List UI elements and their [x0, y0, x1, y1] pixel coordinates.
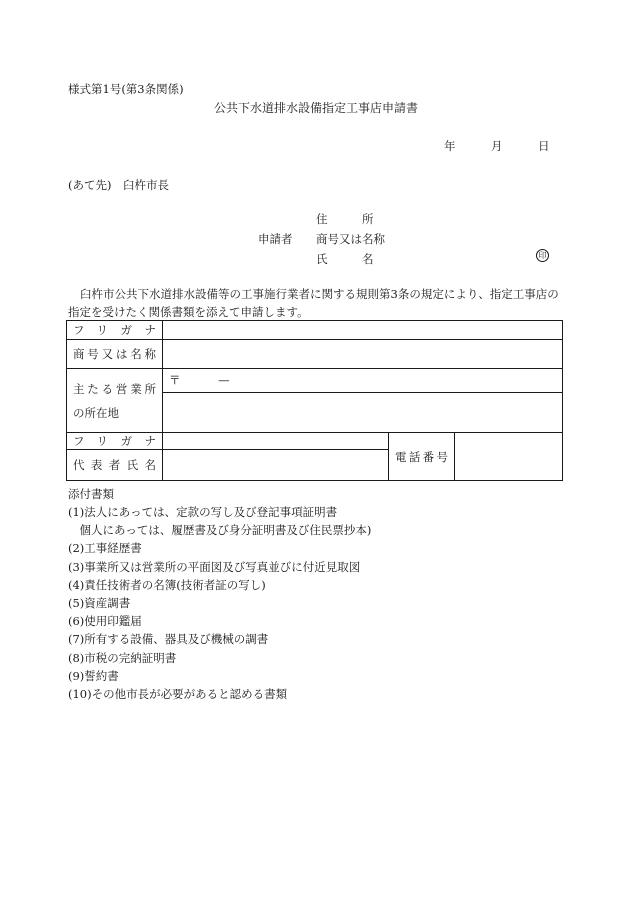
attachment-item: (3)事業所又は営業所の平面図及び写真並びに付近見取図	[68, 559, 361, 574]
applicant-trade-name-label: 商号又は名称	[316, 232, 385, 246]
applicant-label: 申請者	[258, 232, 293, 246]
rep-furigana-label: フリガナ	[73, 434, 156, 448]
applicant-name-label: 氏 名	[316, 252, 374, 266]
attachment-item: (9)誓約書	[68, 668, 119, 683]
day-label: 日	[538, 139, 550, 153]
rep-name-label-cell	[67, 450, 163, 481]
form-number: 様式第1号(第3条関係)	[68, 82, 184, 96]
attachments-list	[68, 503, 371, 703]
rep-furigana-label-cell	[67, 433, 163, 450]
postal-code-input[interactable]	[163, 369, 563, 393]
attachment-item: (7)所有する設備、器具及び機械の調書	[68, 632, 269, 647]
rep-name-input[interactable]	[163, 450, 389, 481]
furigana-input[interactable]	[163, 321, 563, 340]
attachments-title: 添付書類	[68, 487, 114, 501]
rep-furigana-input[interactable]	[163, 433, 389, 450]
document-title: 公共下水道排水設備指定工事店申請書	[214, 101, 419, 115]
attachment-item: (2)工事経歴書	[68, 541, 142, 556]
trade-name-label-cell	[67, 340, 163, 369]
attachment-item: (8)市税の完納証明書	[68, 650, 177, 665]
phone-label-cell	[389, 433, 455, 481]
office-address-input[interactable]	[163, 393, 563, 433]
office-label-line2: の所在地	[73, 405, 119, 420]
applicant-address-label: 住 所	[316, 212, 374, 226]
postal-mark: 〒	[169, 373, 181, 387]
rep-name-label: 代表者氏名	[73, 458, 156, 472]
attachment-item: (4)責任技術者の名簿(技術者証の写し)	[68, 577, 266, 592]
furigana-label-cell	[67, 321, 163, 340]
year-label: 年	[444, 139, 456, 153]
attachment-item: (6)使用印鑑届	[68, 614, 142, 629]
phone-input[interactable]	[455, 433, 563, 481]
furigana-label: フリガナ	[73, 323, 156, 337]
attachment-item: (5)資産調書	[68, 595, 131, 610]
trade-name-input[interactable]	[163, 340, 563, 369]
trade-name-label: 商号又は名称	[73, 347, 156, 361]
seal-mark: 印	[536, 249, 549, 262]
attachment-item: (1)法人にあっては、定款の写し及び登記事項証明書	[68, 505, 338, 519]
month-label: 月	[491, 139, 503, 153]
office-label-line1: 主たる営業所	[73, 381, 156, 396]
phone-label: 電話番号	[395, 449, 448, 464]
postal-dash: —	[218, 373, 230, 387]
attachment-item: 個人にあっては、履歴書及び身分証明書及び住民票抄本)	[68, 523, 372, 538]
application-table	[66, 320, 563, 481]
application-statement: 臼杵市公共下水道排水設備等の工事施行業者に関する規則第3条の規定により、指定工事店の指定を受けたく関係書類を添えて申請します。	[68, 287, 559, 319]
attachment-item: (10)その他市長が必要があると認める書類	[68, 686, 288, 701]
office-label-cell	[67, 369, 163, 433]
addressee: (あて先) 臼杵市長	[68, 178, 169, 192]
